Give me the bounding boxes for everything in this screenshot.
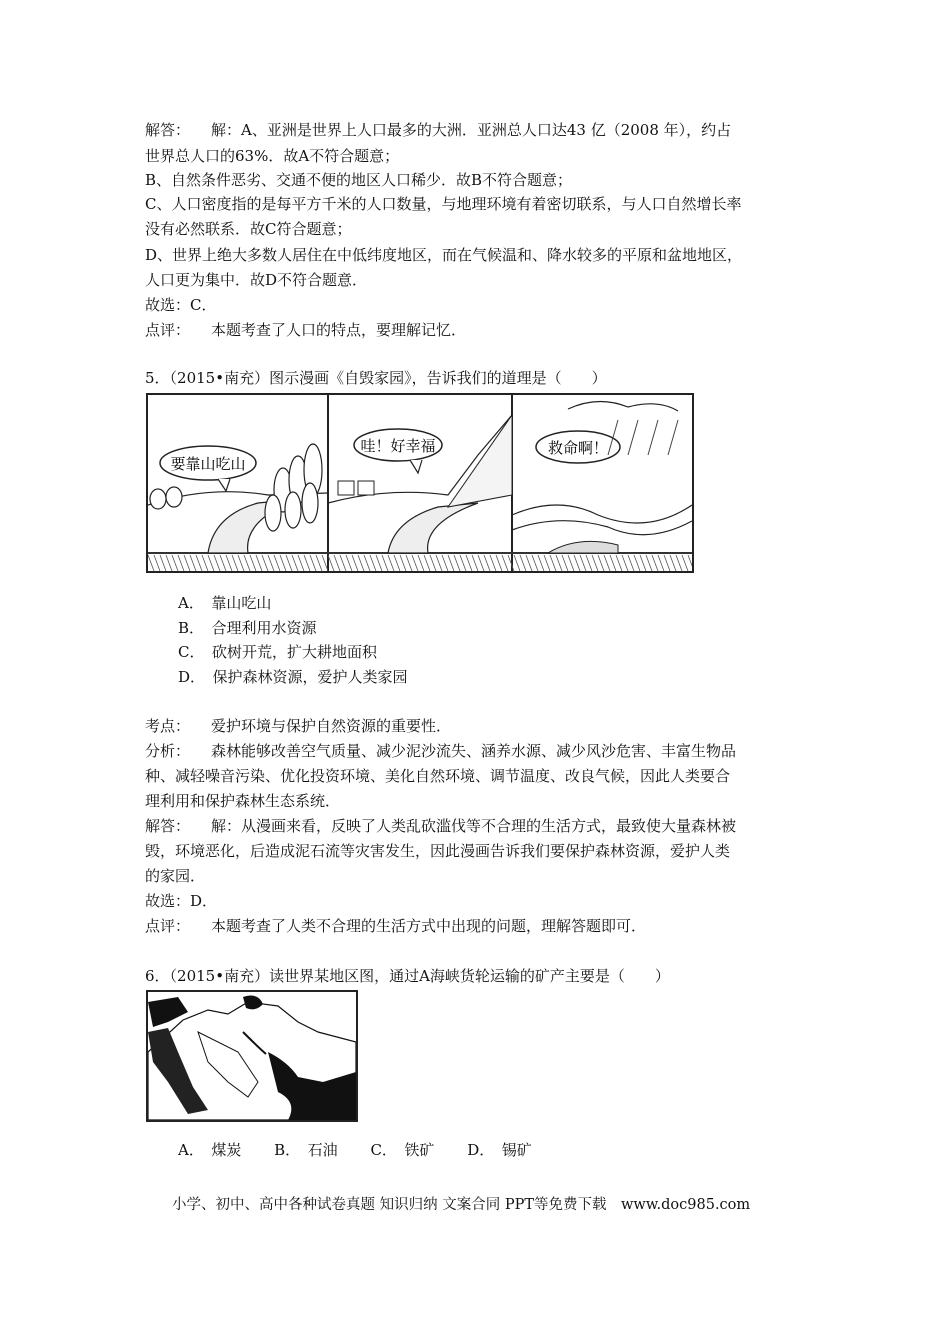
q5-fenxi2: 种、减轻噪音污染、优化投资环境、美化自然环境、调节温度、改良气候，因此人类要合 [145, 767, 731, 785]
q4-line-b: B、自然条件恶劣、交通不便的地区人口稀少．故B不符合题意； [145, 171, 573, 189]
q4-answer-line2: 世界总人口的63%．故A不符合题意； [145, 147, 400, 165]
q5-answer3: 的家园． [145, 867, 206, 885]
q5-answer1: 解答： 解：从漫画来看，反映了人类乱砍滥伐等不合理的生活方式，最致使大量森林被 [145, 817, 737, 835]
comic-bubble-2: 哇！好幸福 [360, 437, 436, 455]
map-illustration [148, 992, 356, 1120]
q6-option-c: C． 铁矿 [370, 1141, 435, 1159]
q5-option-d: D． 保护森林资源，爱护人类家园 [178, 668, 408, 686]
q5-answer2: 毁，环境恶化，后造成泥石流等灾害发生，因此漫画告诉我们要保护森林资源，爱护人类 [145, 842, 731, 860]
q6-option-a: A． 煤炭 [178, 1141, 242, 1159]
q5-comment: 点评： 本题考查了人类不合理的生活方式中出现的问题，理解答题即可． [145, 917, 647, 935]
q5-comment-label: 点评： [145, 917, 191, 935]
q6-option-d: D． 锡矿 [467, 1141, 532, 1159]
q5-kaodian: 考点： 爱护环境与保护自然资源的重要性． [145, 717, 452, 735]
region-map [146, 990, 358, 1122]
q5-choose: 故选：D． [145, 892, 218, 910]
q4-answer-line1: 解答： 解：A、亚洲是世界上人口最多的大洲．亚洲总人口达43 亿（2008 年），约占 [145, 121, 732, 139]
q5-option-a: A． 靠山吃山 [178, 594, 272, 612]
comic-bubble-1: 要靠山吃山 [170, 455, 246, 473]
q4-line-c1: C、人口密度指的是每平方千米的人口数量，与地理环境有着密切联系，与人口自然增长率 [145, 195, 742, 213]
comic-bubble-3: 救命啊！ [547, 439, 609, 457]
q5-fenxi1: 分析： 森林能够改善空气质量、减少泥沙流失、涵养水源、减少风沙危害、丰富生物品 [145, 742, 737, 760]
q6-stem: 6．（2015•南充）读世界某地区图，通过A海峡货轮运输的矿产主要是（ ） [145, 967, 670, 985]
q6-option-b: B． 石油 [274, 1141, 338, 1159]
q4-line-c2: 没有必然联系．故C符合题意； [145, 220, 352, 238]
page-footer: 小学、初中、高中各种试卷真题 知识归纳 文案合同 PPT等免费下载 www.doc985.com [172, 1197, 751, 1213]
comic-self-destroying-home [146, 393, 694, 573]
q6-options [178, 1140, 560, 1160]
q5-answer-label: 解答： [145, 817, 191, 835]
q5-stem: 5．（2015•南充）图示漫画《自毁家园》，告诉我们的道理是（ ） [145, 369, 607, 387]
q4-line-d2: 人口更为集中．故D不符合题意． [145, 271, 368, 289]
q4-comment: 点评： 本题考查了人口的特点，要理解记忆． [145, 321, 467, 339]
q4-answer-label: 解答： [145, 121, 191, 139]
q5-kaodian-label: 考点： [145, 717, 191, 735]
q4-line-d1: D、世界上绝大多数人居住在中低纬度地区，而在气候温和、降水较多的平原和盆地地区， [145, 246, 743, 264]
q4-comment-label: 点评： [145, 321, 191, 339]
q5-option-b: B． 合理利用水资源 [178, 619, 317, 637]
q5-fenxi3: 理利用和保护森林生态系统． [145, 792, 341, 810]
q5-fenxi-label: 分析： [145, 742, 191, 760]
q4-choose: 故选：C． [145, 296, 217, 314]
comic-illustration [148, 395, 692, 571]
q5-option-c: C． 砍树开荒，扩大耕地面积 [178, 643, 377, 661]
